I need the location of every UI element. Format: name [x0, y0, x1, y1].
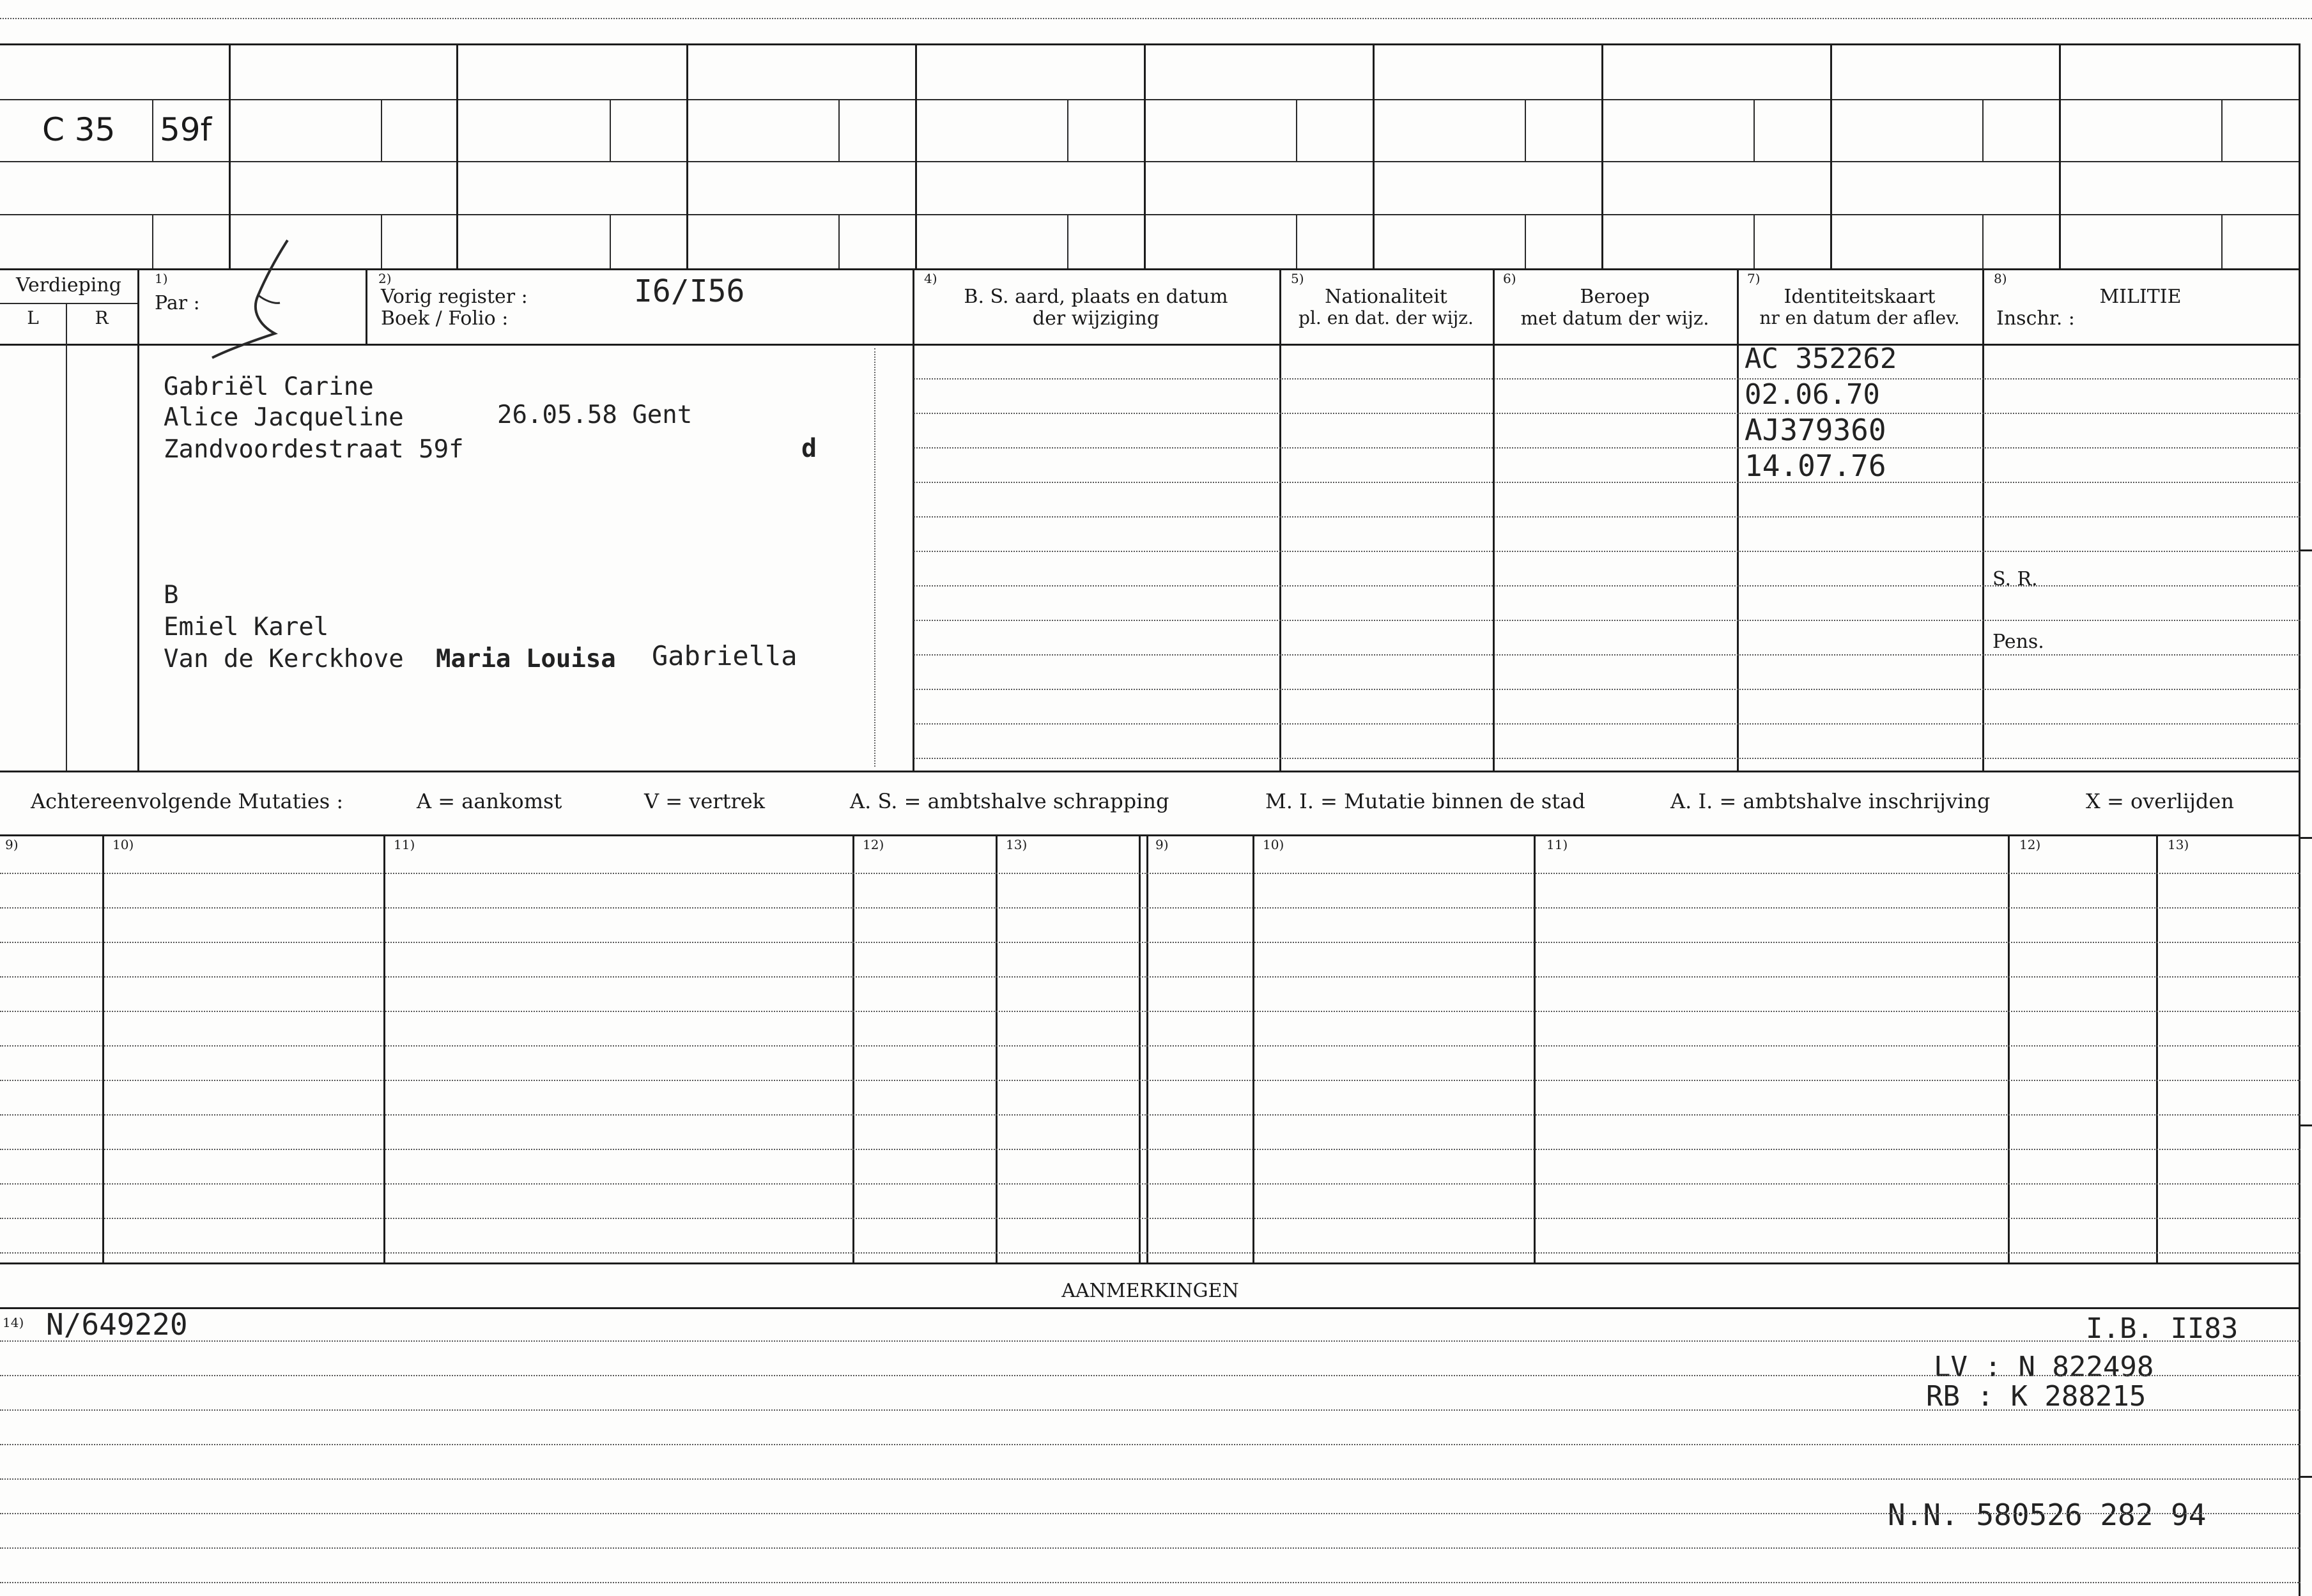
edge-tick — [2299, 1124, 2312, 1126]
top-grid-sub-v — [381, 99, 382, 161]
top-grid-v — [229, 43, 231, 268]
mutaties-title: Achtereenvolgende Mutaties : — [31, 789, 344, 813]
edge-tick — [2299, 837, 2312, 839]
par-label: Par : — [155, 292, 200, 314]
top-grid-sub-v — [152, 214, 153, 268]
rb-number: RB : K 288215 — [1926, 1380, 2146, 1413]
name-box-right-dotted — [874, 348, 875, 767]
parents-mark: B — [164, 581, 179, 610]
mut-col-11: 11) — [394, 837, 415, 852]
col7-left — [1737, 268, 1739, 771]
top-grid-line-3 — [0, 214, 2300, 215]
aanmerkingen-num: 14) — [3, 1315, 24, 1330]
sr-label: S. R. — [1992, 568, 2038, 590]
bs-label-2: der wijziging — [1032, 307, 1160, 330]
mother-last-name: Gabriella — [652, 640, 798, 671]
body-ruled-line — [914, 413, 2300, 414]
edge-tick — [2299, 1476, 2312, 1478]
top-grid-sub-v — [381, 214, 382, 268]
beroep-num: 6) — [1503, 271, 1516, 286]
mutaties-ruled-line — [0, 1252, 2300, 1254]
nat-label-2: pl. en dat. der wijz. — [1299, 307, 1474, 328]
top-grid-line-2 — [0, 161, 2300, 162]
verdieping-label: Verdieping — [16, 274, 121, 296]
beroep-label-2: met datum der wijz. — [1520, 307, 1709, 329]
top-grid-v — [1144, 43, 1146, 268]
id-label-1: Identiteitskaart — [1784, 286, 1936, 308]
id-num: 7) — [1747, 271, 1761, 286]
militie-num: 8) — [1994, 271, 2007, 286]
aanmerkingen-ruled-line — [0, 1409, 2300, 1411]
top-grid-sub-v — [1982, 99, 1984, 161]
nn-number: N.N. 580526 282 94 — [1888, 1498, 2207, 1532]
top-grid-sub-v — [1067, 99, 1068, 161]
top-grid-sub-v — [610, 214, 611, 268]
mut-v-mid-a — [1139, 834, 1141, 1262]
top-grid-sub-v — [610, 99, 611, 161]
body-bottom — [0, 771, 2300, 772]
nat-num: 5) — [1291, 271, 1304, 286]
id-card-1-date: 02.06.70 — [1745, 378, 1880, 411]
body-ruled-line — [914, 516, 2300, 518]
par-scribble — [204, 236, 332, 364]
body-ruled-line — [914, 585, 2300, 587]
col6-left — [1493, 268, 1495, 771]
aanmerkingen-ruled-line — [0, 1340, 2300, 1342]
top-grid-sub-v — [1982, 214, 1984, 268]
top-grid-sub-v — [1753, 99, 1755, 161]
top-grid-border — [0, 43, 2300, 45]
mother-names: Maria Louisa — [436, 645, 616, 673]
mut-v-13 — [996, 834, 998, 1262]
mut-v-11b — [1534, 834, 1536, 1262]
header-row-top — [0, 268, 2300, 270]
body-ruled-line — [914, 447, 2300, 449]
inschr-label: Inschr. : — [1996, 307, 2075, 330]
mut-col-9b: 9) — [1155, 837, 1169, 852]
legend-aankomst: A = aankomst — [417, 789, 562, 813]
mut-col-10b: 10) — [1263, 837, 1284, 852]
person-first-names: Gabriël Carine — [164, 372, 374, 401]
status-mark: d — [801, 434, 817, 463]
vorig-register-value: I6/I56 — [634, 273, 745, 309]
n-number: N/649220 — [46, 1307, 188, 1342]
mut-v-12 — [852, 834, 854, 1262]
body-ruled-line — [914, 654, 2300, 656]
legend-ambtshalve-inschrijving: A. I. = ambtshalve inschrijving — [1670, 789, 1991, 813]
col2-left — [366, 268, 367, 344]
top-grid-v — [915, 43, 917, 268]
bs-num: 4) — [924, 271, 937, 286]
mut-col-9: 9) — [5, 837, 19, 852]
id-card-2-number: AJ379360 — [1745, 413, 1886, 447]
vorig-register-label: Vorig register : — [381, 286, 528, 308]
body-ruled-line — [914, 378, 2300, 380]
top-grid-sub-v — [152, 99, 153, 161]
aanmerkingen-ruled-line — [0, 1375, 2300, 1376]
top-grid-v — [686, 43, 688, 268]
mutaties-ruled-line — [0, 1149, 2300, 1150]
par-num: 1) — [155, 271, 168, 286]
mutaties-ruled-line — [0, 942, 2300, 943]
top-grid-sub-v — [838, 99, 840, 161]
top-grid-v — [1830, 43, 1832, 268]
id-label-2: nr en datum der aflev. — [1759, 307, 1960, 328]
address: Zandvoordestraat 59f — [164, 435, 464, 464]
ib-number: I.B. II83 — [2086, 1312, 2239, 1345]
top-grid-sub-v — [1067, 214, 1068, 268]
mutaties-ruled-line — [0, 1011, 2300, 1012]
legend-ambtshalve-schrapping: A. S. = ambtshalve schrapping — [850, 789, 1169, 813]
lr-divider — [0, 303, 137, 304]
top-edge-line — [0, 18, 2312, 19]
mutaties-bottom — [0, 1262, 2300, 1264]
body-ruled-line — [914, 620, 2300, 621]
l-label: L — [27, 307, 39, 328]
legend-mutatie-binnen-stad: M. I. = Mutatie binnen de stad — [1265, 789, 1585, 813]
top-grid-sub-v — [1296, 99, 1297, 161]
vorig-num: 2) — [378, 271, 392, 286]
body-ruled-line — [914, 482, 2300, 483]
mut-v-mid-b — [1146, 834, 1148, 1262]
lr-vertical — [66, 303, 67, 771]
top-grid-v — [456, 43, 458, 268]
body-ruled-line — [914, 758, 2300, 759]
header-row-bottom — [0, 344, 2300, 346]
mutaties-ruled-line — [0, 873, 2300, 874]
card-code: C 35 — [42, 111, 116, 148]
mut-col-11b: 11) — [1546, 837, 1568, 852]
top-grid-sub-v — [2221, 99, 2223, 161]
mother-surname: Van de Kerckhove — [164, 645, 404, 673]
mut-v-10b — [1252, 834, 1254, 1262]
beroep-label-1: Beroep — [1580, 286, 1650, 308]
mutaties-ruled-line — [0, 1114, 2300, 1116]
boek-folio-label: Boek / Folio : — [381, 307, 509, 330]
legend-vertrek: V = vertrek — [644, 789, 766, 813]
militie-label: MILITIE — [2099, 286, 2182, 308]
body-ruled-line — [914, 723, 2300, 725]
aanmerkingen-title: AANMERKINGEN — [1061, 1280, 1239, 1302]
top-grid-v — [2059, 43, 2061, 268]
mut-v-13b — [2156, 834, 2158, 1262]
top-grid-sub-v — [1296, 214, 1297, 268]
mut-col-12: 12) — [863, 837, 884, 852]
top-grid-v — [1601, 43, 1603, 268]
aanmerkingen-ruled-line — [0, 1444, 2300, 1445]
col5-left — [1279, 268, 1281, 771]
col8-left — [1982, 268, 1984, 771]
top-grid-right-border — [2299, 43, 2300, 1596]
bs-label-1: B. S. aard, plaats en datum — [964, 286, 1228, 308]
birth-date-place: 26.05.58 Gent — [497, 401, 693, 429]
aanmerkingen-ruled-line — [0, 1478, 2300, 1480]
mut-col-10: 10) — [112, 837, 134, 852]
col1-left — [137, 268, 139, 771]
mutaties-ruled-line — [0, 1218, 2300, 1219]
mut-v-12b — [2008, 834, 2010, 1262]
aanmerkingen-ruled-line — [0, 1547, 2300, 1549]
lv-number: LV : N 822498 — [1934, 1351, 2154, 1383]
mutaties-ruled-line — [0, 976, 2300, 978]
top-grid-line-1 — [0, 99, 2300, 100]
mut-v-11 — [383, 834, 385, 1262]
id-card-2-date: 14.07.76 — [1745, 449, 1886, 483]
mut-v-10 — [102, 834, 104, 1262]
pens-label: Pens. — [1992, 631, 2044, 653]
aanmerkingen-line — [0, 1307, 2300, 1309]
id-card-1-number: AC 352262 — [1745, 342, 1897, 375]
person-middle-names: Alice Jacqueline — [164, 403, 404, 432]
mutaties-ruled-line — [0, 907, 2300, 909]
mutaties-top — [0, 834, 2300, 836]
aanmerkingen-ruled-line — [0, 1513, 2300, 1514]
mutaties-ruled-line — [0, 1045, 2300, 1047]
father-names: Emiel Karel — [164, 613, 329, 641]
mut-col-13b: 13) — [2168, 837, 2189, 852]
mut-col-12b: 12) — [2019, 837, 2041, 852]
body-ruled-line — [914, 689, 2300, 690]
aanmerkingen-ruled-line — [0, 1582, 2300, 1583]
body-ruled-line — [914, 551, 2300, 552]
mutaties-ruled-line — [0, 1183, 2300, 1185]
top-grid-sub-v — [2221, 214, 2223, 268]
top-grid-sub-v — [838, 214, 840, 268]
top-grid-sub-v — [1525, 214, 1526, 268]
r-label: R — [95, 307, 109, 328]
top-grid-sub-v — [1525, 99, 1526, 161]
mut-col-13: 13) — [1006, 837, 1028, 852]
nat-label-1: Nationaliteit — [1325, 286, 1447, 308]
top-grid-sub-v — [1753, 214, 1755, 268]
house-number: 59f — [160, 111, 212, 148]
legend-overlijden: X = overlijden — [2086, 789, 2234, 813]
top-grid-v — [1373, 43, 1375, 268]
mutaties-ruled-line — [0, 1080, 2300, 1081]
col4-left — [913, 268, 914, 771]
edge-tick — [2299, 549, 2312, 551]
